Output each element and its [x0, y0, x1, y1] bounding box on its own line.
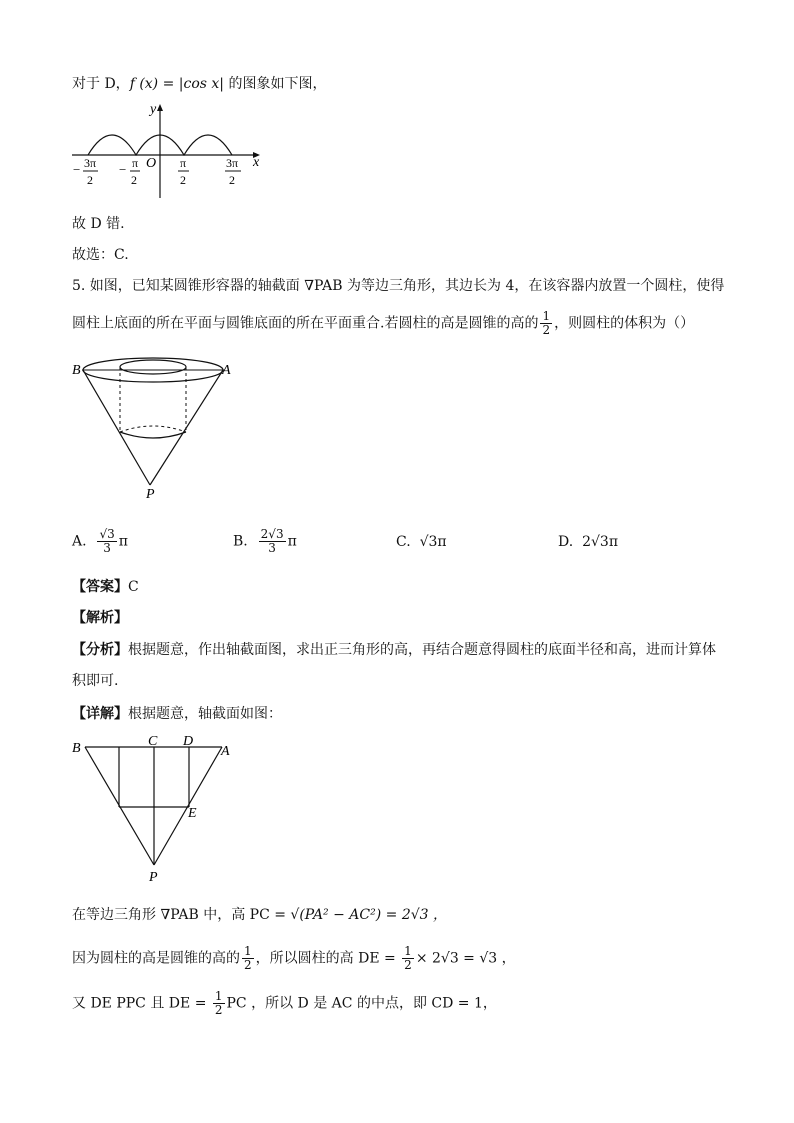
cylinder-bottom-back [120, 426, 186, 432]
option-expr: √3π [419, 534, 447, 550]
formula: √(PA² − AC²) = 2√3 ， [290, 907, 448, 923]
y-label: y [150, 102, 157, 117]
option-d[interactable] [558, 532, 618, 552]
option-fraction: $\frac{√3}{3}$ [99, 527, 115, 555]
tick-neg-pi-2 [119, 156, 140, 187]
label-C: C [148, 734, 158, 749]
text: 对于 D， [72, 76, 130, 92]
svg-text:−: − [119, 162, 127, 177]
label-P: P [149, 870, 158, 885]
svg-text:−: − [73, 162, 81, 177]
label-E: E [188, 806, 197, 821]
text: ，所以圆柱的高 DE = [255, 950, 401, 967]
origin-label: O [146, 156, 157, 171]
label-B: B [72, 741, 81, 756]
cylinder-bottom-front [120, 432, 186, 438]
cylinder-top-ellipse [120, 360, 186, 374]
text: 根据题意，作出轴截面图，求出正三角形的高，再结合题意得圆柱的底面半径和高，进而计算体 [128, 642, 716, 658]
svg-text:3π: 3π [226, 156, 239, 170]
text: 因为圆柱的高是圆锥的高的 [72, 950, 240, 967]
line-d-wrong: 故 D 错. [72, 216, 125, 232]
option-label: A. [72, 533, 87, 550]
y-arrow [157, 104, 163, 111]
label-A: A [222, 363, 231, 378]
fraction-half: $\frac{1}{2}$ [214, 989, 223, 1017]
fraction-half: $\frac{1}{2}$ [244, 944, 252, 972]
question-5-line1: 5. 如图，已知某圆锥形容器的轴截面 ∇PAB 为等边三角形，其边长为 4，在该容器内放置一个圆柱，使得 [72, 278, 725, 294]
option-expr: 2√3π [582, 534, 619, 550]
option-c[interactable] [396, 532, 447, 552]
answer-line [72, 577, 139, 597]
option-label: B. [233, 533, 248, 550]
svg-text:π: π [180, 156, 187, 170]
formula: × 2√3 = √3 ， [415, 950, 516, 967]
svg-text:3π: 3π [84, 156, 97, 170]
axial-section-figure [70, 735, 240, 885]
text: 又 DE PPC 且 DE = [72, 995, 211, 1012]
text: 圆柱上底面的所在平面与圆锥底面的所在平面重合.若圆柱的高是圆锥的高的 [72, 315, 539, 332]
answer-label: 【答案】 [72, 579, 128, 595]
option-b[interactable] [233, 528, 297, 555]
detail-line3 [72, 990, 497, 1017]
formula: (x) = |cos x| [134, 76, 229, 92]
label-D: D [183, 734, 194, 749]
option-label: D. [558, 534, 574, 550]
label-B: B [72, 363, 81, 378]
line-cos-graph-intro [72, 74, 326, 94]
fenxi-line2: 积即可. [72, 673, 119, 689]
text: 的图象如下图， [228, 76, 327, 92]
x-label: x [253, 155, 260, 170]
svg-text:π: π [132, 156, 139, 170]
abs-cos-graph [70, 100, 270, 190]
option-fraction: $\frac{2√3}{3}$ [260, 527, 284, 555]
tick-3pi-2 [225, 156, 241, 187]
text: f [129, 76, 135, 92]
pi: π [287, 533, 297, 550]
answer-value: C [128, 579, 139, 595]
label-P: P [146, 487, 155, 502]
text: 根据题意，轴截面如图： [128, 706, 282, 722]
fraction-half: $\frac{1}{2}$ [542, 309, 551, 337]
cone-side-left [83, 370, 150, 485]
svg-text:2: 2 [180, 173, 186, 187]
svg-text:2: 2 [87, 173, 93, 187]
cone-cylinder-figure [70, 350, 240, 500]
option-a[interactable] [72, 528, 128, 555]
question-5-line2 [72, 310, 694, 337]
svg-text:2: 2 [131, 173, 137, 187]
line-choose-c: 故选：C. [72, 247, 129, 263]
fenxi-line [72, 640, 716, 660]
detail-line1 [72, 905, 447, 925]
tick-pi-2 [178, 156, 189, 187]
svg-text:2: 2 [229, 173, 235, 187]
xiangjie-line [72, 704, 282, 724]
label-A: A [221, 744, 230, 759]
text: 在等边三角形 ∇PAB 中，高 PC = [72, 907, 291, 923]
fraction-half: $\frac{1}{2}$ [404, 944, 412, 972]
option-label: C. [396, 534, 411, 550]
detail-line2 [72, 945, 516, 972]
text: PC ，所以 D 是 AC 的中点，即 CD = 1， [226, 995, 497, 1012]
analysis-label: 【解析】 [72, 610, 128, 626]
fenxi-label: 【分析】 [72, 642, 128, 658]
text: ，则圆柱的体积为（） [554, 315, 695, 332]
pi: π [118, 533, 128, 550]
tick-neg-3pi-2 [73, 156, 98, 187]
xiangjie-label: 【详解】 [72, 706, 128, 722]
